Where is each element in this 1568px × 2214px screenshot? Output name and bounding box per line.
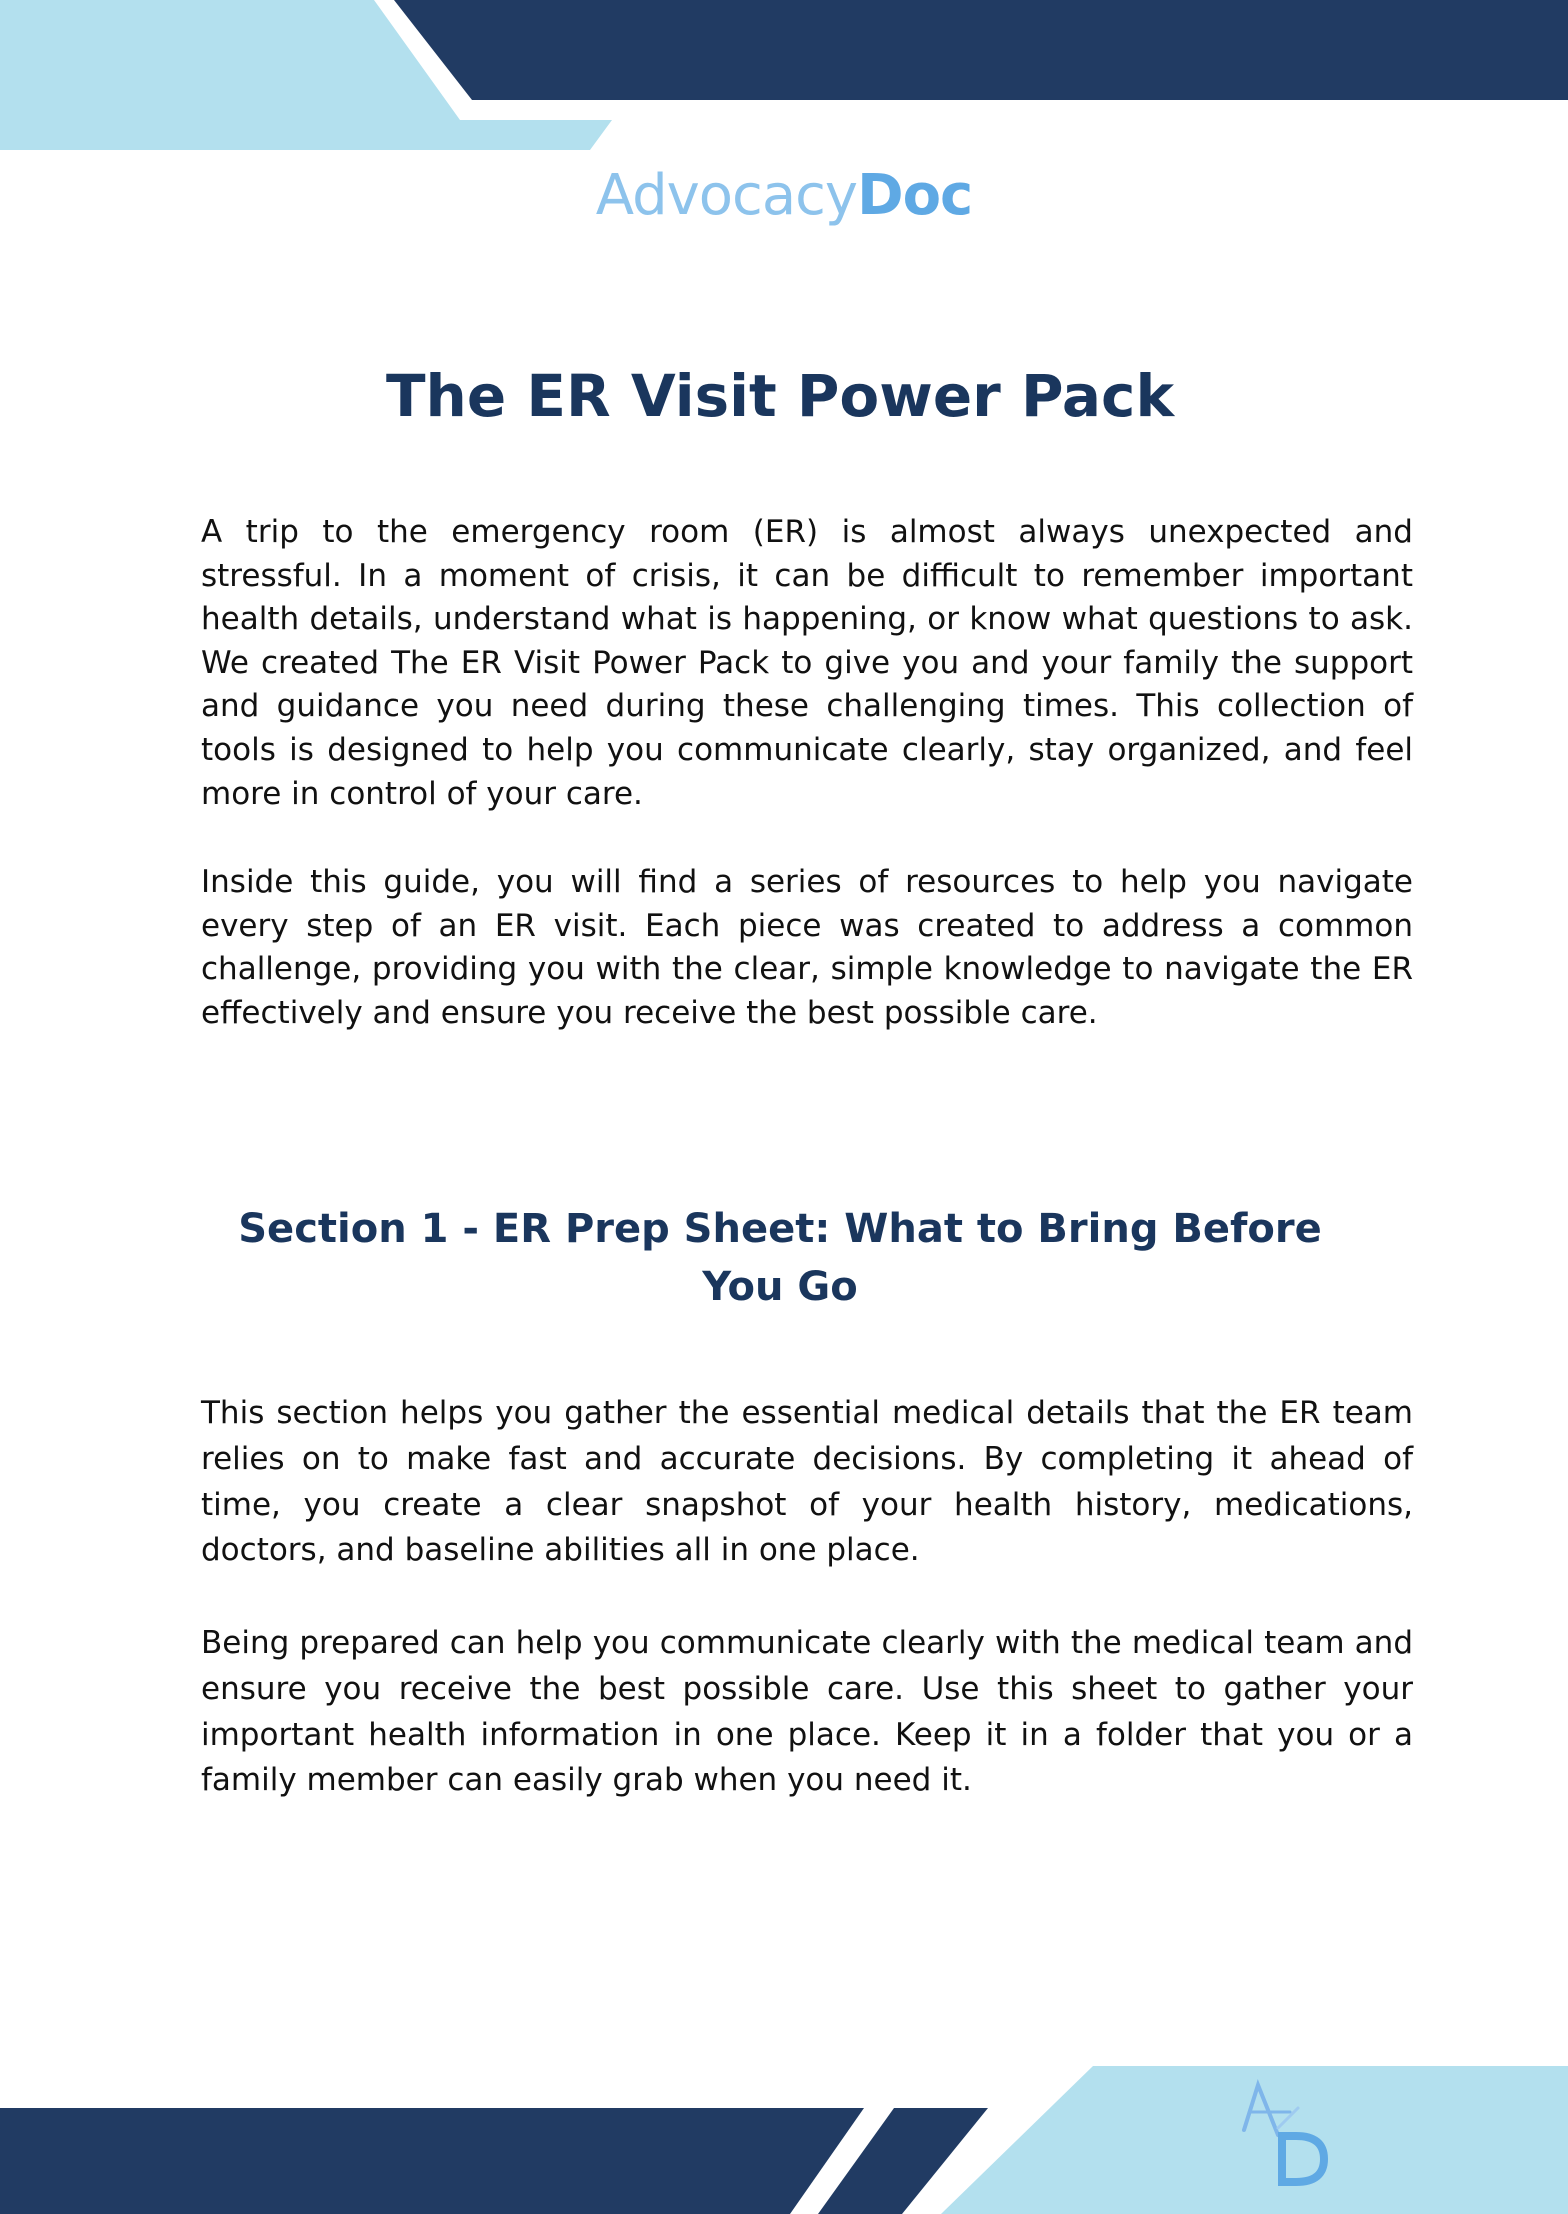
document-title: The ER Visit Power Pack [385, 362, 1175, 430]
footer-light-band [941, 2066, 1568, 2214]
section-1-paragraph-2: Being prepared can help you communicate clearly with the medical team and ensure you receive the best possible care. Use this sheet to gather your important health information in one place. Keep it in a folder that you or a family member can easily grab when you need it. [201, 1625, 1413, 1799]
logo-text-advocacy: Advocacy [595, 163, 858, 228]
header-banner [0, 0, 1568, 150]
advocacydoc-logo [0, 163, 1568, 228]
header-navy-band [394, 0, 1568, 100]
section-1-paragraph-1: This section helps you gather the essential medical details that the ER team relies on to make fast and accurate decisions. By completing it ahead of time, you create a clear snapshot of your health history, medications, doctors, and baseline abilities all in one place. [201, 1395, 1413, 1569]
intro-paragraph-1: A trip to the emergency room (ER) is almost always unexpected and stressful. In a moment of crisis, it can be difficult to remember important health details, understand what is happening, or know what questions to ask. We created The ER Visit Power Pack to give you and your family the support and guidance you need during these challenging times. This collection of tools is designed to help you communicate clearly, stay organized, and feel more in control of your care. [201, 514, 1413, 812]
footer-banner [0, 2066, 1568, 2214]
footer-navy-band-left [0, 2108, 864, 2214]
logo-text-doc: Doc [857, 163, 973, 228]
intro-paragraph-2: Inside this guide, you will find a series of resources to help you navigate every step of an ER visit. Each piece was created to address a common challenge, providing you with the clear, simple knowledge to navigate the ER effectively and ensure you receive the best possible care. [201, 864, 1413, 1031]
section-1-heading: Section 1 - ER Prep Sheet: What to Bring Before You Go [238, 1206, 1322, 1310]
